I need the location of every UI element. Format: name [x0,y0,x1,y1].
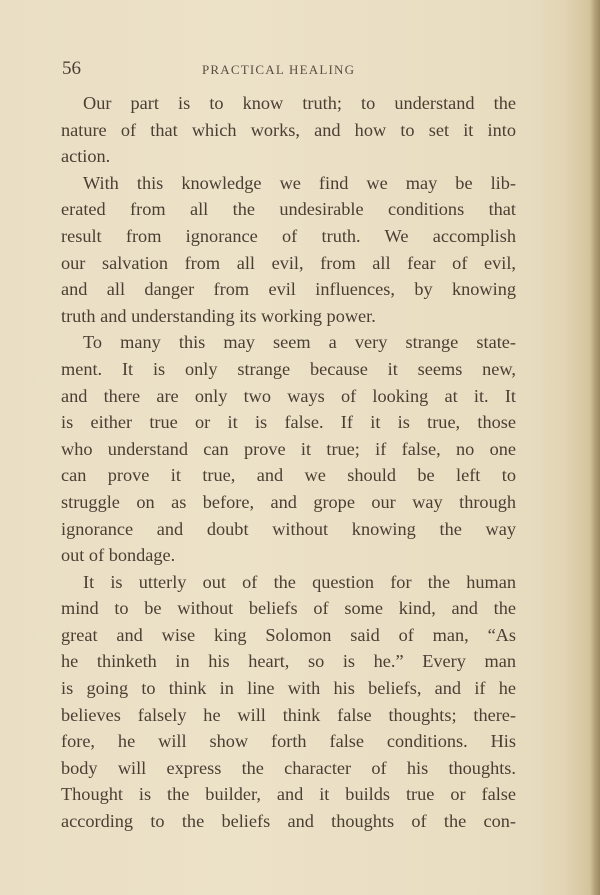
text-line: mind to be without beliefs of some kind, and the [61,598,516,619]
text-line: fore, he will show forth false conditions. His [61,731,516,752]
text-line: is going to think in line with his beliefs, and if he [61,678,516,699]
text-line: can prove it true, and we should be left to [61,465,516,486]
text-line: and there are only two ways of looking at it. It [61,385,516,406]
page-edge [590,0,600,895]
text-line: body will express the character of his thoughts. [61,757,516,778]
page-number: 56 [62,58,81,79]
text-line: according to the beliefs and thoughts of the con- [61,811,516,832]
text-line: he thinketh in his heart, so is he.” Every man [61,651,516,672]
text-line: struggle on as before, and grope our way through [61,491,516,512]
text-line: nature of that which works, and how to set it into [61,119,516,140]
text-line: action. [61,146,111,167]
text-line: our salvation from all evil, from all fear of evil, [61,252,516,273]
text-line: With this knowledge we find we may be lib- [83,172,516,193]
text-line: To many this may seem a very strange state- [83,332,516,353]
text-line: and all danger from evil influences, by knowing [61,279,516,300]
text-line: truth and understanding its working power. [61,305,376,326]
text-line: out of bondage. [61,545,176,566]
text-line: is either true or it is false. If it is true, those [61,412,516,433]
text-line: Our part is to know truth; to understand the [83,93,516,113]
text-line: Thought is the builder, and it builds true or false [61,784,516,805]
running-title: PRACTICAL HEALING [202,62,356,77]
text-line: ment. It is only strange because it seems new, [61,358,516,379]
body-text [61,90,516,835]
text-line: ignorance and doubt without knowing the way [61,518,516,539]
text-line: result from ignorance of truth. We accomplish [61,225,516,246]
text-line: who understand can prove it true; if false, no one [61,438,516,459]
text-line: It is utterly out of the question for the human [83,571,516,592]
text-line: great and wise king Solomon said of man, “As [61,624,516,645]
text-line: erated from all the undesirable conditions that [61,199,516,220]
running-head [62,58,522,82]
text-line: believes falsely he will think false thoughts; there- [61,704,516,725]
